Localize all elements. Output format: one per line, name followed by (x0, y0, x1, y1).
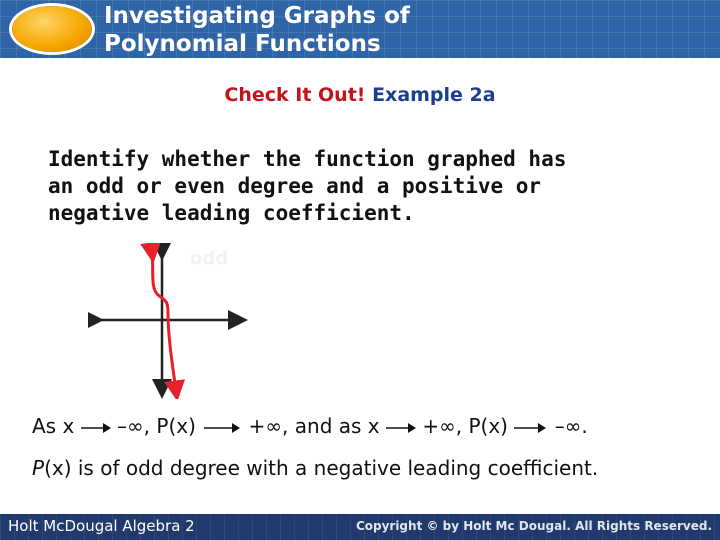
footer-copyright: Copyright © by Holt Mc Dougal. All Rights Reserved. (355, 519, 712, 533)
arrow-right-icon (81, 422, 111, 434)
header-title (104, 2, 410, 58)
arrow-right-icon (514, 422, 548, 434)
logo-oval-icon (12, 6, 92, 52)
footer-publisher: Holt McDougal Algebra 2 (8, 517, 195, 535)
pos-inf-p-text: +∞, P(x) (422, 414, 508, 438)
header-banner (0, 0, 720, 58)
prompt-line1: Identify whether the function graphed has (48, 147, 567, 171)
neg-inf-end-text: –∞. (554, 414, 588, 438)
header-title-line1: Investigating Graphs of (104, 3, 410, 29)
example-number-label: Example 2a (372, 84, 496, 106)
prompt-text (48, 146, 688, 227)
conclusion-statement (32, 456, 598, 480)
example-title (0, 84, 720, 106)
arrow-right-icon (386, 422, 416, 434)
polynomial-curve (152, 253, 176, 391)
p-symbol: P (32, 456, 45, 480)
end-behavior-statement (32, 414, 588, 438)
prompt-line3: negative leading coefficient. (48, 201, 415, 225)
prompt-line2: an odd or even degree and a positive or (48, 174, 542, 198)
footer-bar (0, 514, 720, 540)
conclusion-rest: is of odd degree with a negative leading coefficient. (71, 456, 599, 480)
arrow-right-icon (202, 422, 242, 434)
check-it-out-label: Check It Out! (224, 84, 366, 106)
as-x-text: As x (32, 414, 75, 438)
polynomial-graph (88, 243, 248, 399)
header-title-line2: Polynomial Functions (104, 31, 381, 57)
graph-faded-label: odd (190, 248, 229, 269)
pos-inf-and-text: +∞, and as x (248, 414, 380, 438)
neg-inf-p-text: –∞, P(x) (117, 414, 196, 438)
x-arg: (x) (44, 456, 72, 480)
